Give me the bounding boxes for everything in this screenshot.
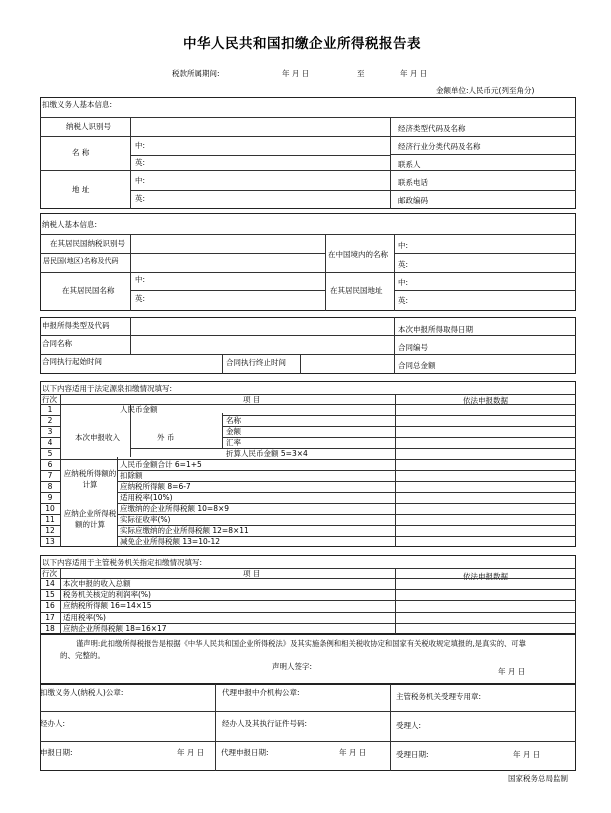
statutory-row-divider	[117, 470, 576, 471]
contract-no-label: 合同编号	[398, 343, 428, 352]
total-amount-label: 合同总金额	[398, 361, 436, 370]
statutory-row-item: 汇率	[226, 437, 241, 447]
declare-type-label: 申报所得类型及代码	[42, 321, 110, 330]
resident-name-label: 在其居民国名称	[62, 286, 115, 295]
page-title: 中华人民共和国扣缴企业所得税报告表	[183, 36, 421, 52]
designated-heading: 以下内容适用于主管税务机关指定扣缴情况填写:	[42, 558, 203, 567]
withholder-heading: 扣缴义务人基本信息:	[42, 100, 113, 109]
statutory-row-item: 实际应缴纳的企业所得税额 12=8×11	[120, 525, 249, 535]
designated-row-item: 适用税率(%)	[63, 613, 106, 622]
cn-name-cn: 中:	[398, 241, 409, 250]
designated-row-no: 18	[45, 624, 55, 633]
declaration-date: 年 月 日	[498, 667, 526, 676]
designated-col-no: 行次	[42, 569, 57, 578]
statutory-row-no: 8	[47, 481, 53, 491]
designated-row-item: 应纳税所得额 16=14×15	[63, 601, 152, 610]
designated-row-no: 17	[45, 613, 55, 622]
name-en-label: 英:	[135, 158, 146, 167]
authority-seal-label: 主管税务机关受理专用章:	[396, 692, 482, 701]
withholder-seal-label: 扣缴义务人(纳税人)公章:	[40, 688, 124, 697]
period-to-word: 至	[357, 69, 365, 78]
declaration-signature: 声明人签字:	[272, 662, 313, 671]
designated-row-item: 应纳企业所得税额 18=16×17	[63, 624, 167, 633]
statutory-row-no: 11	[45, 514, 55, 524]
amount-unit: 金额单位:人民币元(列至角分)	[436, 86, 535, 95]
designated-row-item: 本次申报的收入总额	[63, 579, 131, 588]
handler-label: 经办人:	[40, 719, 66, 728]
statutory-row-item: 应纳税所得额 8=6-7	[120, 481, 191, 491]
declare-date-label: 本次申报所得取得日期	[398, 325, 473, 334]
resident-name-cn: 中:	[135, 275, 146, 284]
statutory-row-no: 2	[47, 415, 53, 425]
statutory-row-divider	[222, 415, 576, 416]
address-cn-label: 中:	[135, 176, 146, 185]
statutory-heading: 以下内容适用于法定源泉扣缴情况填写:	[42, 384, 173, 393]
statutory-row-item: 应缴纳的企业所得税额 10=8×9	[120, 503, 230, 513]
statutory-row-no: 4	[47, 437, 53, 447]
statutory-row-item: 减免企业所得税额 13=10-12	[120, 536, 221, 546]
contract-name-label: 合同名称	[42, 339, 72, 348]
statutory-row-no: 9	[47, 492, 53, 502]
resident-address-label: 在其居民国地址	[330, 286, 383, 295]
group-taxcalc-label: 应纳企业所得税额的计算	[63, 509, 117, 529]
statutory-row-divider	[222, 426, 576, 427]
signature-box	[40, 684, 576, 771]
statutory-col-data: 依法申报数据	[463, 396, 508, 405]
statutory-row-no: 12	[45, 525, 55, 535]
statutory-row-item: 适用税率(10%)	[120, 492, 173, 502]
designated-row-item: 税务机关核定的利润率(%)	[63, 590, 151, 599]
receiver-label: 受理人:	[396, 721, 422, 730]
resident-tax-id-label: 在其居民国纳税识别号	[50, 239, 125, 248]
name-cn-label: 中:	[135, 141, 146, 150]
address-cn: 中:	[398, 278, 409, 287]
contact-label: 联系人	[398, 160, 421, 169]
period-label: 税款所属期间:	[172, 69, 220, 78]
designated-col-item: 项 目	[243, 569, 261, 578]
agent-seal-label: 代理申报中介机构公章:	[222, 688, 300, 697]
statutory-row-item: 人民币金额合计 6=1+5	[120, 459, 202, 469]
agent-handler-label: 经办人及其执行证件号码:	[222, 719, 308, 728]
statutory-row-divider	[222, 437, 576, 438]
phone-label: 联系电话	[398, 178, 428, 187]
statutory-row-no: 7	[47, 470, 53, 480]
postcode-label: 邮政编码	[398, 196, 428, 205]
address-en: 英:	[398, 296, 409, 305]
start-time-label: 合同执行起始时间	[42, 357, 102, 366]
statutory-col-item: 项 目	[243, 395, 261, 404]
statutory-col-no: 行次	[42, 395, 57, 404]
taxpayer-heading: 纳税人基本信息:	[42, 220, 98, 229]
group-income-label: 本次申报收入	[75, 433, 120, 442]
receive-date-label: 受理日期:	[396, 750, 429, 759]
industry-label: 经济行业分类代码及名称	[398, 142, 481, 151]
statutory-row-no: 10	[45, 503, 55, 513]
agent-date-label: 代理申报日期:	[221, 748, 269, 757]
statutory-row-divider	[117, 514, 576, 515]
statutory-row-divider	[130, 448, 576, 449]
group-taxable-label: 应纳税所得额的计算	[63, 469, 117, 489]
name-label: 名 称	[72, 148, 90, 157]
designated-row-no: 16	[45, 601, 55, 610]
econ-type-label: 经济类型代码及名称	[398, 124, 466, 133]
designated-col-data: 依法申报数据	[463, 572, 508, 581]
receive-date-value: 年 月 日	[513, 750, 541, 759]
resident-name-en: 英:	[135, 294, 146, 303]
statutory-row-no: 3	[47, 426, 53, 436]
statutory-row-item: 名称	[226, 415, 241, 425]
designated-row-no: 15	[45, 590, 55, 599]
end-time-label: 合同执行终止时间	[226, 358, 286, 367]
statutory-row-item: 扣除额	[120, 470, 143, 480]
designated-row-no: 14	[45, 579, 55, 588]
address-label: 地 址	[72, 185, 90, 194]
statutory-row-item: 折算人民币金额 5=3×4	[226, 448, 308, 458]
statutory-row-divider	[117, 492, 576, 493]
declare-date-footer-label: 申报日期:	[40, 748, 73, 757]
statutory-row-no: 13	[45, 536, 55, 546]
withholder-section	[40, 97, 576, 209]
agent-date-value: 年 月 日	[339, 748, 367, 757]
statutory-row-no: 1	[47, 404, 53, 414]
statutory-row-item: 金额	[226, 426, 241, 436]
resident-country-label: 居民国(地区)名称及代码	[43, 257, 119, 265]
declare-date-value: 年 月 日	[177, 748, 205, 757]
statutory-row-item: 实际征收率(%)	[120, 514, 171, 524]
statutory-row-item: 人民币金额	[120, 404, 158, 414]
group-fx-label: 外 币	[157, 433, 175, 442]
address-en-label: 英:	[135, 194, 146, 203]
declaration-line1: 谨声明:此扣缴所得税报告是根据《中华人民共和国企业所得税法》及其实施条例和相关税收协定和国家有关税收规定填报的,是真实的、可靠	[76, 639, 526, 648]
declaration-line2: 的、完整的。	[60, 651, 105, 660]
cn-name-en: 英:	[398, 260, 409, 269]
issuer-label: 国家税务总局监制	[508, 774, 568, 783]
designated-row-divider	[40, 612, 576, 613]
period-to: 年 月 日	[400, 69, 428, 78]
contract-section	[40, 317, 576, 374]
cn-name-label: 在中国境内的名称	[328, 250, 388, 259]
statutory-row-no: 5	[47, 448, 53, 458]
period-from: 年 月 日	[282, 69, 310, 78]
taxpayer-id-label: 纳税人识别号	[66, 122, 111, 131]
statutory-row-no: 6	[47, 459, 53, 469]
